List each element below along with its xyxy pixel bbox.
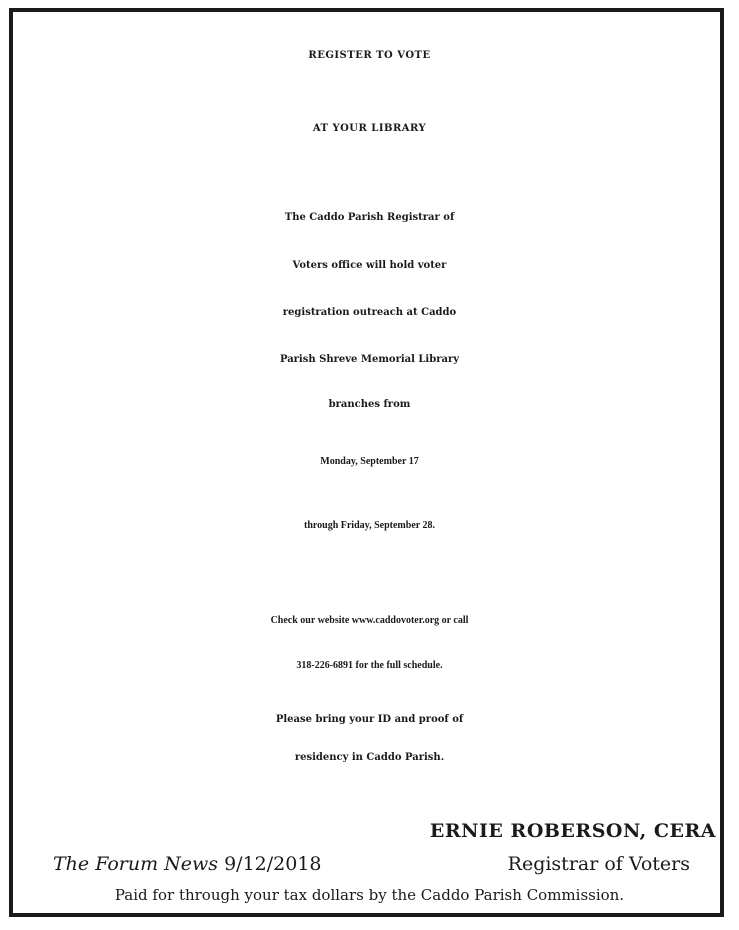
intro-line-4: Parish Shreve Memorial Library <box>279 354 460 365</box>
signature-name: ERNIE ROBERSON, CERA <box>429 820 716 842</box>
intro-line-5: branches from <box>328 399 411 410</box>
dates-line-2: through Friday, September 28. <box>303 520 436 531</box>
bring-line-2: residency in Caddo Parish. <box>294 752 445 763</box>
publication-credit <box>53 853 322 875</box>
paid-notice: Paid for through your tax dollars by the Caddo Parish Commission. <box>114 886 625 904</box>
bring-line-1: Please bring your ID and proof of <box>275 714 464 725</box>
signature-title: Registrar of Voters <box>507 853 690 875</box>
headline-line-2: AT YOUR LIBRARY <box>312 123 427 134</box>
publication-name: The Forum News <box>53 853 219 875</box>
dates-line-1: Monday, September 17 <box>320 456 419 467</box>
headline-line-1: REGISTER TO VOTE <box>308 50 431 61</box>
contact-line-2: 318-226-6891 for the full schedule. <box>296 660 443 671</box>
contact-line-1: Check our website www.caddovoter.org or call <box>270 615 469 626</box>
intro-line-1: The Caddo Parish Registrar of <box>284 212 455 223</box>
intro-line-3: registration outreach at Caddo <box>282 307 457 318</box>
publication-date: 9/12/2018 <box>224 853 322 875</box>
intro-line-2: Voters office will hold voter <box>292 260 447 271</box>
